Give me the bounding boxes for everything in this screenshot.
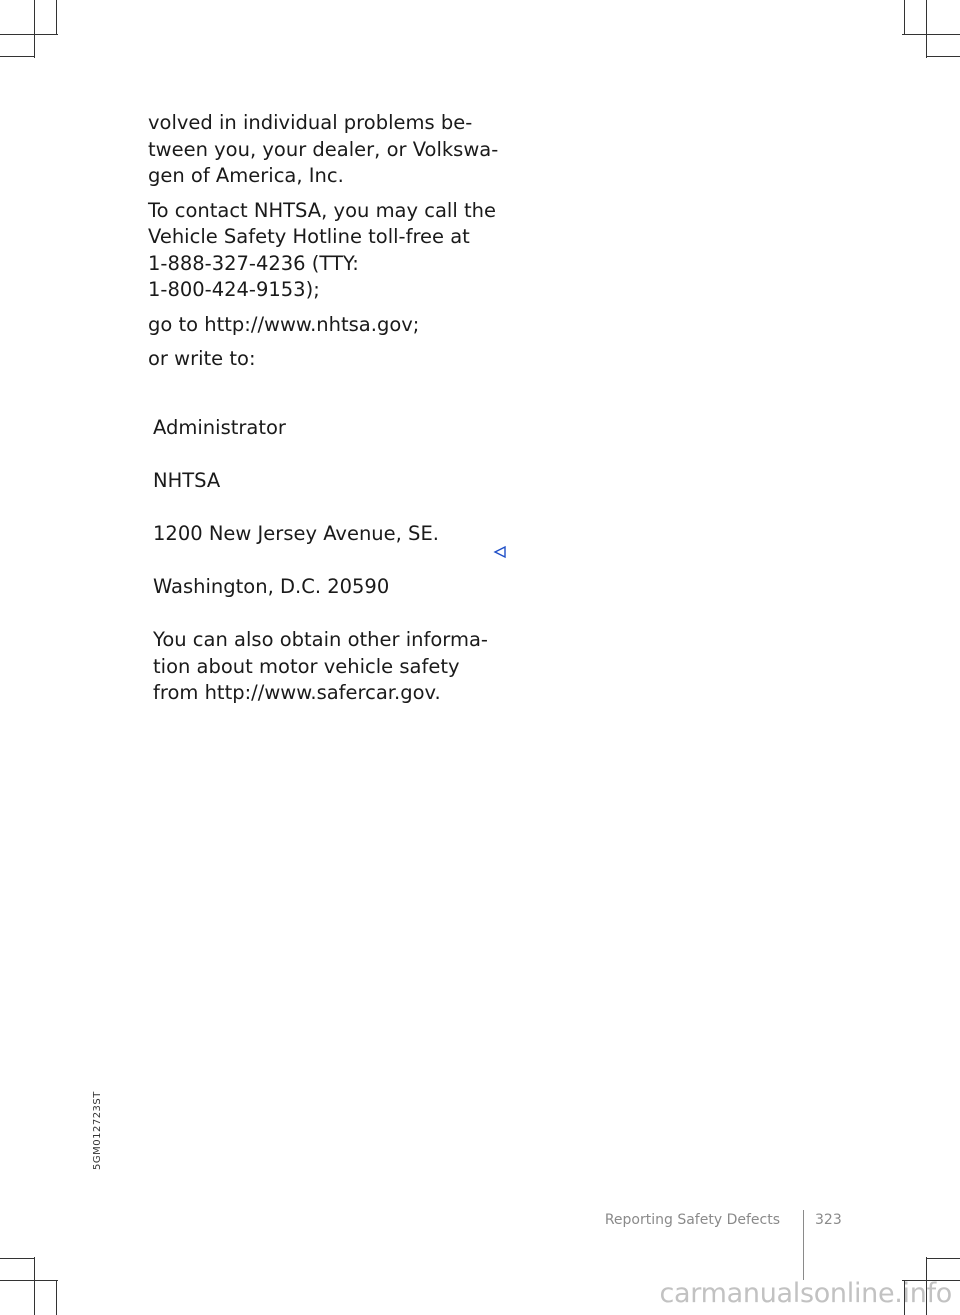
- left-triangle-icon: [493, 545, 507, 559]
- crop-mark-top-right-v2: [904, 0, 905, 34]
- crop-mark-bottom-left-h: [0, 1280, 58, 1281]
- paragraph-write-to: or write to:: [148, 347, 256, 370]
- crop-mark-bottom-left-v2: [56, 1281, 57, 1315]
- crop-mark-bottom-left-h2: [0, 1258, 34, 1259]
- crop-mark-top-left-h: [0, 34, 58, 35]
- paragraph-contact-hotline: To contact NHTSA, you may call the Vehicle Safety Hotline toll-free at 1-888-327-4236 (TTY: 1-800-424-9153);: [148, 198, 496, 301]
- crop-mark-top-right-h2: [926, 56, 960, 57]
- footer-section-title: Reporting Safety Defects: [604, 1212, 780, 1228]
- crop-mark-top-left-v2: [56, 0, 57, 34]
- page-number: 323: [815, 1212, 842, 1228]
- address-note-safercar: You can also obtain other informa- tion about motor vehicle safety from http://www.safercar.gov.: [153, 628, 488, 704]
- crop-mark-bottom-left-v: [34, 1257, 35, 1315]
- address-line-city: Washington, D.C. 20590: [153, 575, 390, 598]
- paragraph-website: go to http://www.nhtsa.gov;: [148, 312, 420, 336]
- address-line-street: 1200 New Jersey Avenue, SE.: [153, 522, 439, 545]
- paragraph-problems: volved in individual problems be- tween you, your dealer, or Volkswa- gen of America, Inc.: [148, 111, 499, 187]
- watermark: carmanualsonline.info: [659, 1278, 952, 1309]
- mailing-address: [153, 389, 508, 734]
- body-text-column: [148, 110, 508, 733]
- crop-mark-top-right-h: [902, 34, 960, 35]
- document-code: 5GM012723ST: [92, 1091, 103, 1170]
- address-line-title: Administrator: [153, 416, 286, 439]
- footer-divider: [803, 1210, 804, 1280]
- crop-mark-top-left-h2: [0, 56, 34, 57]
- crop-mark-bottom-right-h2: [926, 1258, 960, 1259]
- crop-mark-top-right-v: [926, 0, 927, 58]
- crop-mark-top-left-v: [34, 0, 35, 58]
- address-line-agency: NHTSA: [153, 469, 221, 492]
